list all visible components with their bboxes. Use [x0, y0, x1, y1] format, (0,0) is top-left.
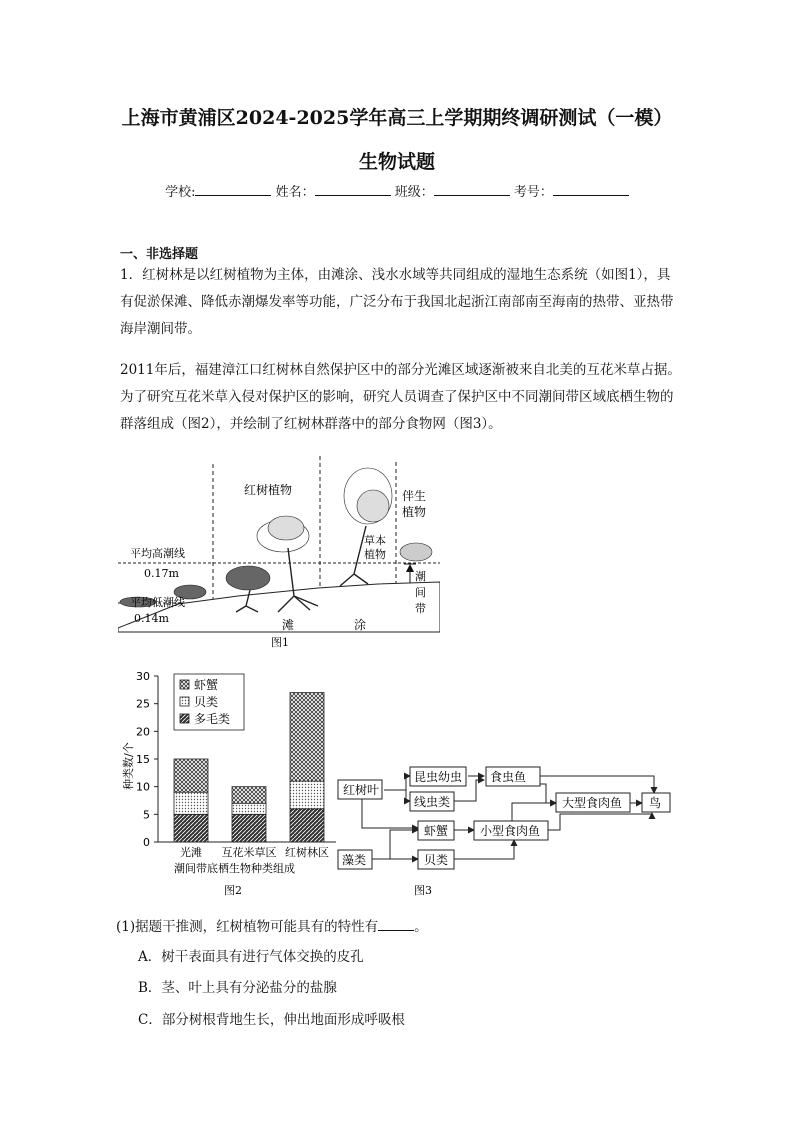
node-insectivorous-fish: 食虫鱼 — [490, 770, 527, 784]
fig1-herb-line-1: 草本 — [364, 534, 386, 547]
fig2-bar-虾蟹 — [290, 693, 324, 782]
student-info-line — [0, 181, 794, 200]
node-small-carnivorous-fish: 小型食肉鱼 — [480, 824, 541, 838]
fig1-intertidal-label — [415, 569, 426, 615]
class-blank[interactable] — [434, 183, 510, 196]
fig2-legend-label: 贝类 — [194, 695, 219, 709]
fig2-bar-贝类 — [290, 781, 324, 809]
fig2-ytick-label: 15 — [136, 753, 150, 766]
section-heading: 一、非选择题 — [120, 247, 199, 262]
answer-blank[interactable] — [378, 918, 414, 931]
fig1-high-tide-label: 平均高潮线 — [130, 547, 185, 560]
fig2-ytick-label: 30 — [136, 670, 150, 683]
fig2-bar-多毛类 — [232, 814, 266, 842]
fig1-flat-char-1: 滩 — [282, 618, 295, 632]
fig2-ylabel: 种类数/个 — [122, 742, 135, 790]
fig2-bar-贝类 — [174, 792, 208, 814]
fig1-companion-line: 伴生 — [402, 489, 427, 503]
fig2-legend-label: 多毛类 — [194, 712, 231, 726]
fig2-bar-虾蟹 — [232, 787, 266, 804]
node-crab: 虾蟹 — [424, 824, 449, 838]
sub-question-1-stem — [116, 915, 428, 935]
figure-1-diagram — [118, 456, 440, 652]
question-paragraph-1: 1．红树林是以红树植物为主体，由滩涂、浅水水域等共同组成的湿地生态系统（如图1），具有促淤保滩、降低赤潮爆发率等功能，广泛分布于我国北起浙江南部南至海南的热带、亚热带海岸潮间带。 — [120, 267, 674, 337]
fig2-bar-多毛类 — [290, 809, 324, 842]
sub-question-1-text: (1)据题干推测，红树植物可能具有的特性有 — [116, 919, 379, 935]
fig2-legend — [174, 674, 244, 730]
fig2-category-label: 红树林区 — [285, 846, 329, 859]
fig2-ytick-label: 5 — [143, 808, 150, 822]
fig2-category-label: 光滩 — [180, 846, 202, 859]
exam-subtitle: 生物试题 — [358, 151, 435, 173]
fig2-legend-swatch — [180, 680, 189, 689]
option-c: C．部分树根背地生长，伸出地面形成呼吸根 — [138, 1012, 405, 1028]
exam-title: 上海市黄浦区2024-2025学年高三上学期期终调研测试（一模） — [121, 107, 673, 129]
fig2-bar-虾蟹 — [174, 759, 208, 792]
fig1-companion-label — [402, 488, 430, 519]
exam-no-label: 考号： — [513, 185, 553, 200]
fig2-legend-swatch — [180, 714, 189, 723]
school-blank[interactable] — [195, 183, 271, 196]
question-paragraph-2: 2011年后，福建漳江口红树林自然保护区中的部分光滩区域逐渐被来自北美的互花米草占据。为了研究互花米草入侵对保护区的影响，研究人员调查了保护区中不同潮间带区域底栖生物的群落组成（图2），并绘制了红树林群落中的部分食物网（图3）。 — [120, 362, 681, 432]
figure-3-food-web — [334, 760, 680, 900]
fig1-low-tide-label: 平均低潮线 — [130, 596, 185, 609]
fig1-intertidal-char-2: 间 — [415, 586, 426, 599]
fig1-low-value: 0.14m — [134, 612, 169, 625]
node-algae: 藻类 — [342, 853, 367, 867]
node-bird: 鸟 — [649, 796, 662, 810]
name-blank[interactable] — [315, 183, 391, 196]
node-nematode: 线虫类 — [414, 795, 451, 809]
school-label: 学校: — [165, 185, 196, 200]
exam-no-blank[interactable] — [553, 183, 629, 196]
node-leaf: 红树叶 — [343, 783, 380, 797]
fig2-ytick-label: 10 — [136, 780, 150, 794]
option-a: A．树干表面具有进行气体交换的皮孔 — [138, 949, 364, 965]
fig2-ytick-label: 20 — [136, 725, 150, 739]
name-label: 姓名： — [275, 185, 315, 200]
fig2-ytick-label: 25 — [136, 697, 150, 711]
fig1-herb-label — [364, 533, 386, 561]
fig1-intertidal-char-3: 带 — [415, 602, 426, 615]
fig1-mangrove-label: 红树植物 — [244, 483, 293, 497]
fig1-companion-line-2: 植物 — [402, 505, 427, 519]
fig2-category-label: 互花米草区 — [221, 846, 277, 859]
fig2-legend-label: 虾蟹 — [194, 678, 219, 692]
fig2-legend-swatch — [180, 697, 189, 706]
fig2-ytick-label: 0 — [143, 836, 150, 849]
fig2-caption: 图2 — [224, 884, 242, 897]
fig2-xlabel: 潮间带底栖生物种类组成 — [174, 862, 295, 875]
fig1-caption: 图1 — [271, 636, 289, 649]
option-b: B．茎、叶上具有分泌盐分的盐腺 — [138, 980, 337, 996]
node-shellfish: 贝类 — [424, 853, 449, 867]
fig1-intertidal-char-1: 潮 — [415, 570, 426, 583]
fig2-bar-贝类 — [232, 803, 266, 814]
fig1-flat-char-2: 涂 — [354, 618, 367, 632]
fig2-bar-多毛类 — [174, 814, 208, 842]
node-insect-larva: 昆虫幼虫 — [414, 770, 463, 784]
fig1-herb-line-2: 植物 — [364, 548, 386, 561]
node-large-carnivorous-fish: 大型食肉鱼 — [562, 796, 623, 810]
fig1-high-value: 0.17m — [144, 567, 179, 580]
figure-2-chart — [118, 666, 340, 898]
fig3-caption: 图3 — [414, 884, 432, 897]
class-label: 班级： — [394, 185, 434, 200]
sub-question-1-end: 。 — [414, 919, 428, 935]
